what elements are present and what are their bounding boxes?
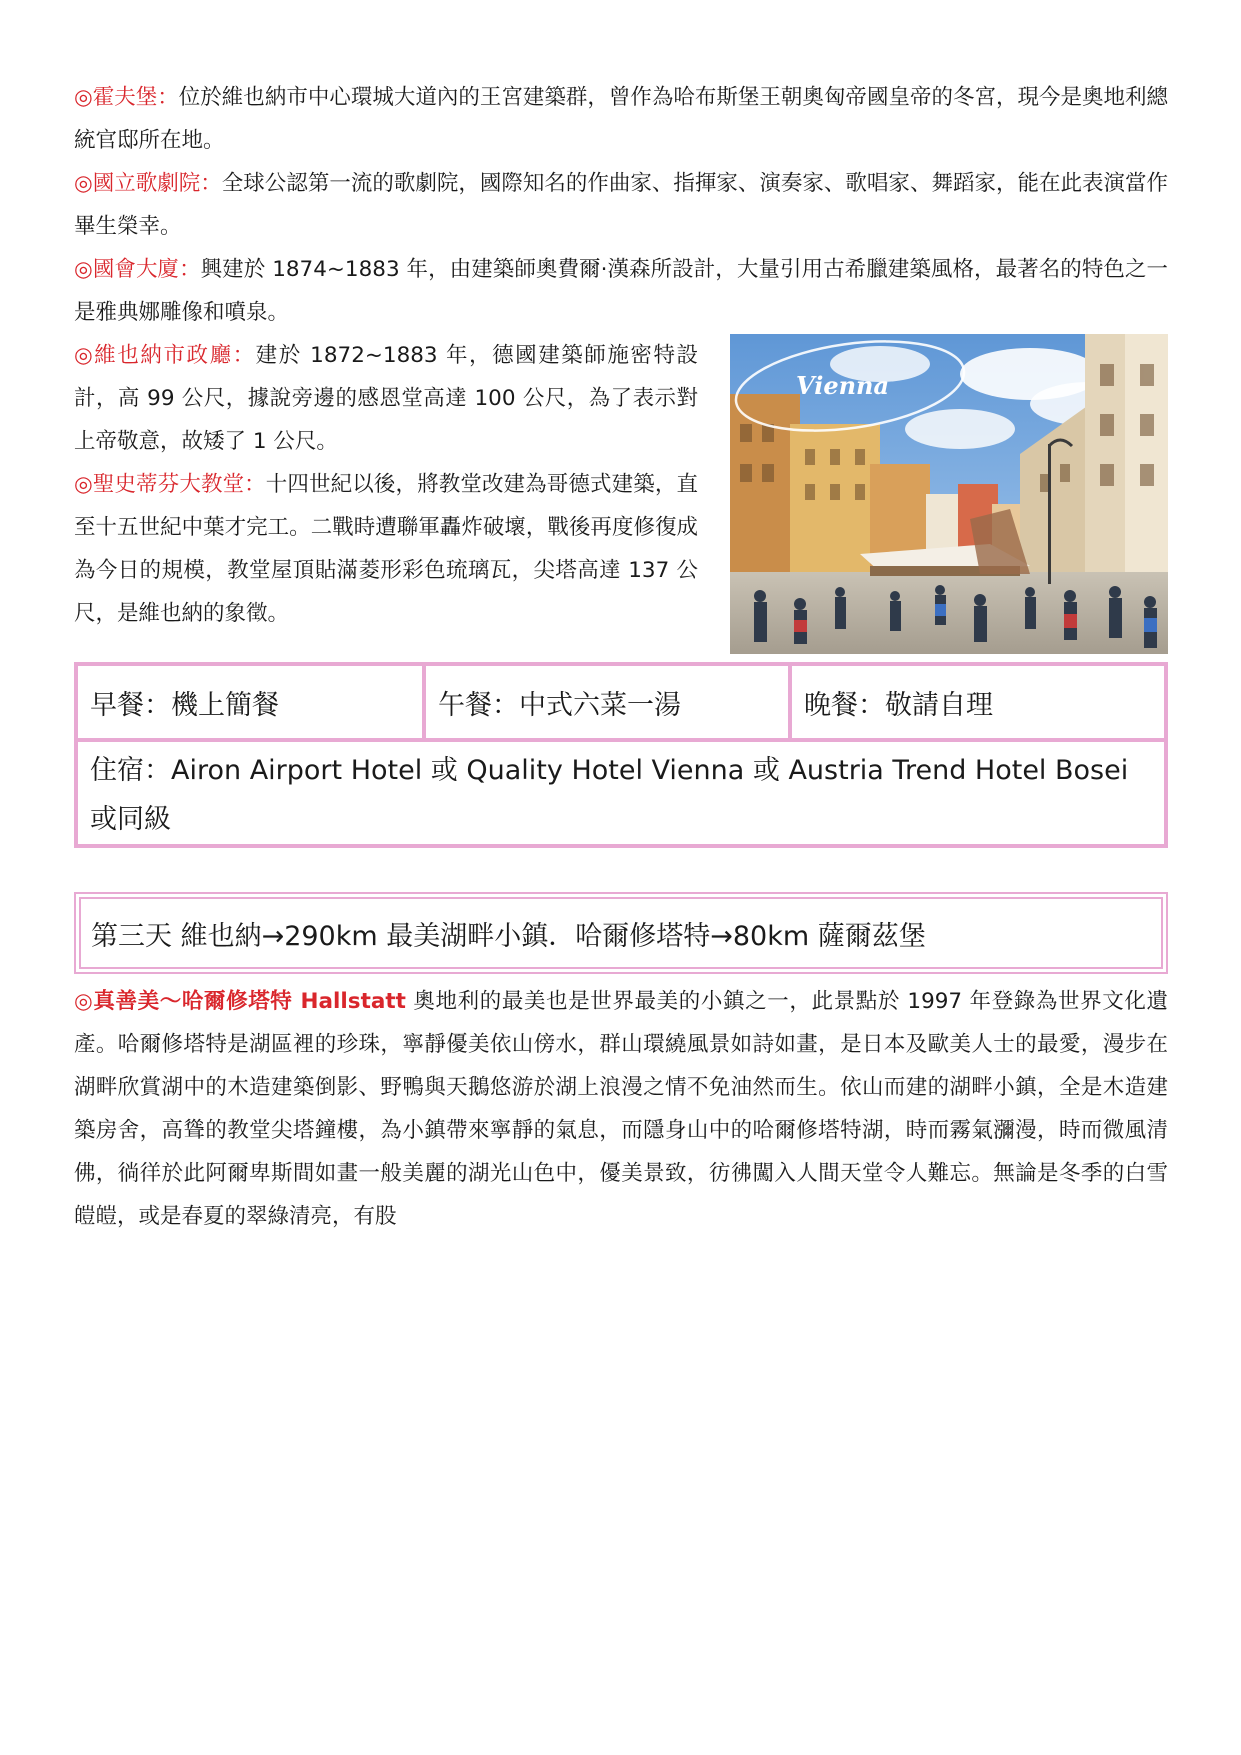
sight-name: ◎國會大廈： xyxy=(74,257,201,282)
sight-hofburg xyxy=(74,76,1168,162)
meals-table xyxy=(74,662,1168,848)
content-column xyxy=(74,76,1168,1238)
vienna-photo-illustration xyxy=(730,334,1168,654)
vienna-street-photo xyxy=(730,334,1168,654)
meal-breakfast: 早餐：機上簡餐 xyxy=(76,664,424,740)
sight-name: ◎霍夫堡： xyxy=(74,85,179,110)
sight-description: 全球公認第一流的歌劇院，國際知名的作曲家、指揮家、演奏家、歌唱家、舞蹈家，能在此表演當作畢生榮幸。 xyxy=(74,171,1168,239)
photo-caption: Vienna xyxy=(796,371,890,400)
text-with-photo xyxy=(74,334,1168,658)
hotel-info: 住宿：Airon Airport Hotel 或 Quality Hotel Vienna 或 Austria Trend Hotel Bosei 或同級 xyxy=(76,740,1166,846)
sight-state-opera xyxy=(74,162,1168,248)
day-3-header xyxy=(74,892,1168,974)
sight-name: ◎聖史蒂芬大教堂： xyxy=(74,472,266,497)
meal-lunch: 午餐：中式六菜一湯 xyxy=(424,664,790,740)
sight-name: ◎國立歌劇院： xyxy=(74,171,222,196)
sight-st-stephens xyxy=(74,463,698,635)
day-3-title: 第三天 維也納→290km 最美湖畔小鎮．哈爾修塔特→80km 薩爾茲堡 xyxy=(79,897,1163,969)
sight-description: 建於 1872~1883 年，德國建築師施密特設計，高 99 公尺，據說旁邊的感恩堂高達 100 公尺，為了表示對上帝敬意，故矮了 1 公尺。 xyxy=(74,343,698,454)
hallstatt-text: 奧地利的最美也是世界最美的小鎮之一，此景點於 1997 年登錄為世界文化遺產。哈爾修塔特是湖區裡的珍珠，寧靜優美依山傍水，群山環繞風景如詩如畫，是日本及歐美人士的最愛，漫步在湖畔欣賞湖中的木造建築倒影、野鴨與天鵝悠游於湖上浪漫之情不免油然而生。依山而建的湖畔小鎮，全是木造建築房舍，高聳的教堂尖塔鐘樓，為小鎮帶來寧靜的氣息，而隱身山中的哈爾修塔特湖，時而霧氣瀰漫，時而微風清佛，徜徉於此阿爾卑斯間如畫一般美麗的湖光山色中，優美景致，彷彿闖入人間天堂令人難忘。無論是冬季的白雪皚皚，或是春夏的翠綠清亮，有股 xyxy=(74,989,1168,1229)
float-text-column xyxy=(74,334,698,635)
sight-name: ◎維也納市政廳： xyxy=(74,343,256,368)
hallstatt-description xyxy=(74,980,1168,1238)
hallstatt-name: ◎真善美～哈爾修塔特 Hallstatt xyxy=(74,989,406,1014)
sight-description: 位於維也納市中心環城大道內的王宮建築群，曾作為哈布斯堡王朝奧匈帝國皇帝的冬宮，現今是奧地利總統官邸所在地。 xyxy=(74,85,1168,153)
sight-parliament xyxy=(74,248,1168,334)
sight-description: 十四世紀以後，將教堂改建為哥德式建築，直至十五世紀中葉才完工。二戰時遭聯軍轟炸破壞，戰後再度修復成為今日的規模，教堂屋頂貼滿菱形彩色琉璃瓦，尖塔高達 137 公尺，是維也納的象徵。 xyxy=(74,472,698,626)
sight-city-hall xyxy=(74,334,698,463)
sight-description: 興建於 1874~1883 年，由建築師奧費爾·漢森所設計，大量引用古希臘建築風格，最著名的特色之一是雅典娜雕像和噴泉。 xyxy=(74,257,1168,325)
meal-dinner: 晚餐：敬請自理 xyxy=(790,664,1166,740)
